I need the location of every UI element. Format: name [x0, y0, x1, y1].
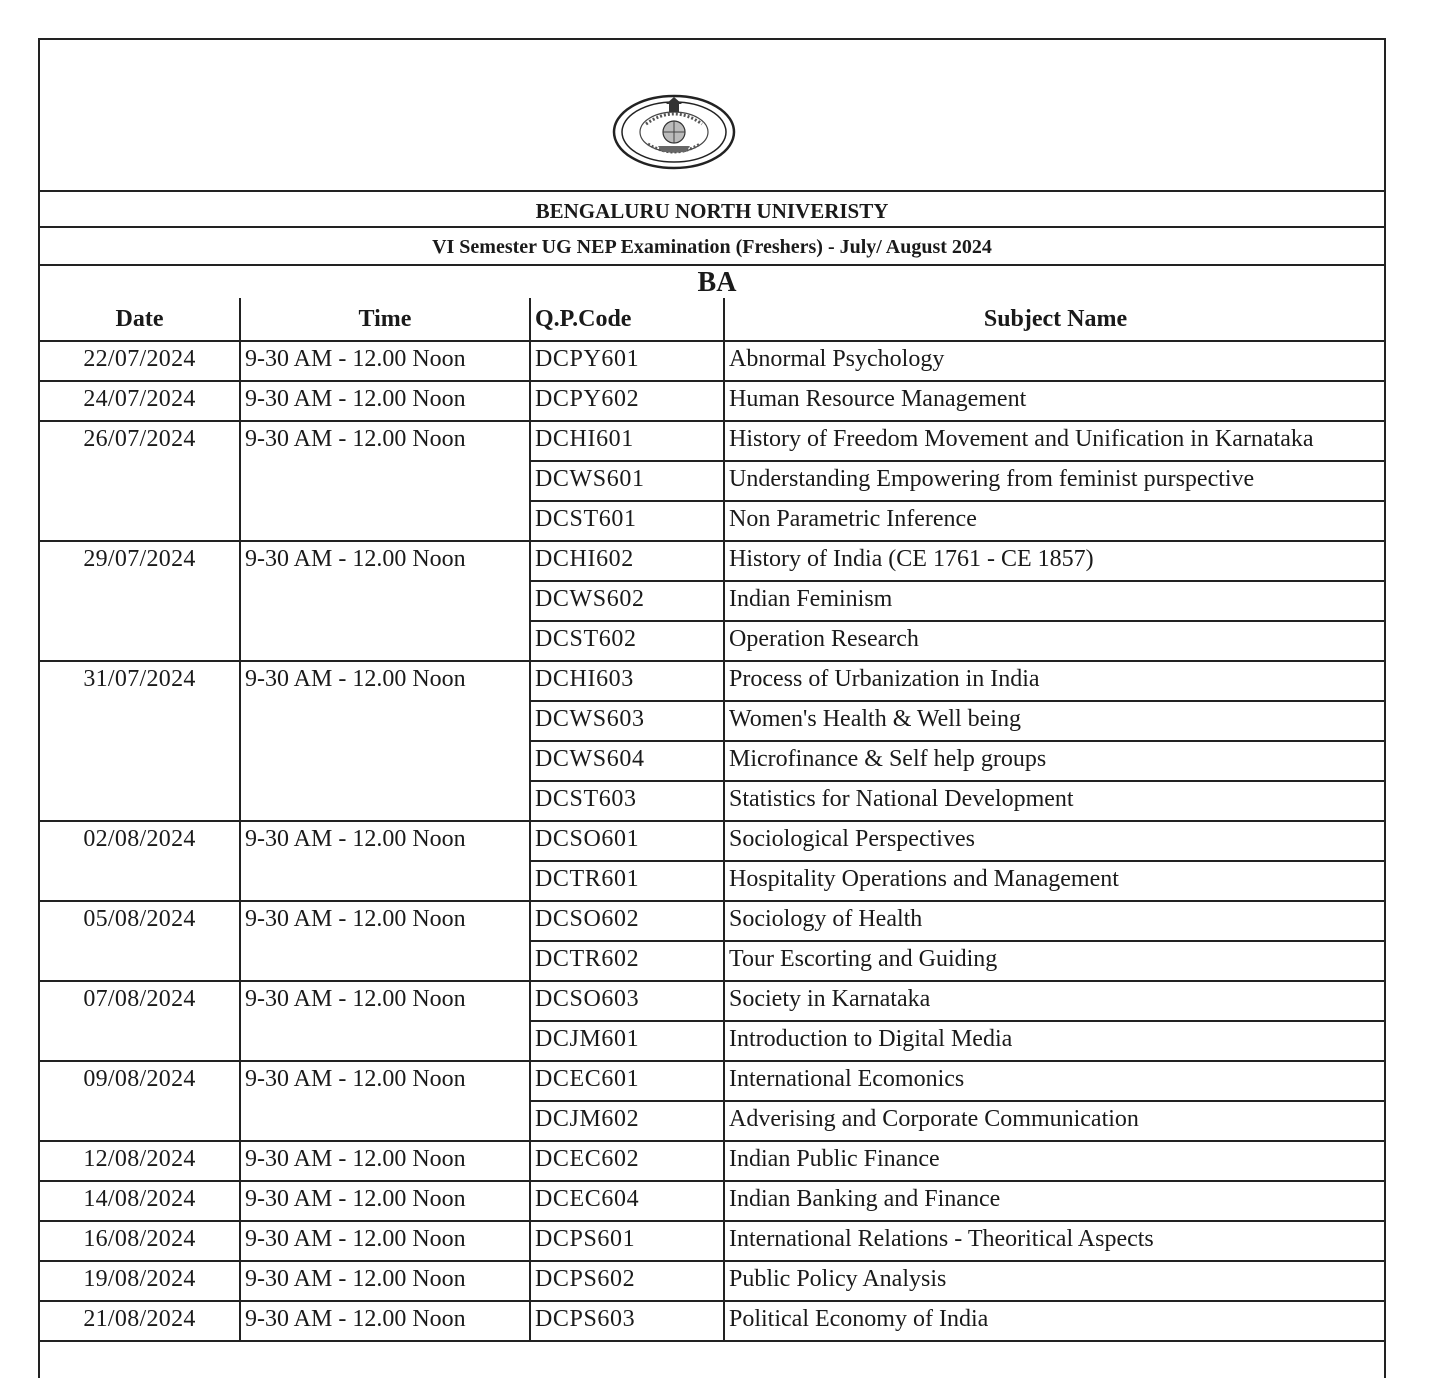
- table-row: [40, 381, 1386, 421]
- table-row: [40, 901, 1386, 941]
- exam-time: 9-30 AM - 12.00 Noon: [240, 1221, 530, 1261]
- exam-time: 9-30 AM - 12.00 Noon: [240, 1181, 530, 1221]
- exam-date: 12/08/2024: [40, 1141, 240, 1181]
- qp-code: DCPS601: [530, 1221, 724, 1261]
- exam-time: 9-30 AM - 12.00 Noon: [240, 1061, 530, 1141]
- exam-date: 26/07/2024: [40, 421, 240, 541]
- qp-code: DCST603: [530, 781, 724, 821]
- exam-time: 9-30 AM - 12.00 Noon: [240, 1301, 530, 1341]
- qp-code: DCEC602: [530, 1141, 724, 1181]
- subject-name: Introduction to Digital Media: [724, 1021, 1386, 1061]
- qp-code: DCWS603: [530, 701, 724, 741]
- exam-rows: [40, 341, 1386, 1341]
- exam-date: 29/07/2024: [40, 541, 240, 661]
- column-header-qp-code: Q.P.Code: [530, 298, 724, 341]
- exam-title: VI Semester UG NEP Examination (Freshers) - July/ August 2024: [40, 228, 1384, 266]
- exam-date: 05/08/2024: [40, 901, 240, 981]
- subject-name: Indian Feminism: [724, 581, 1386, 621]
- qp-code: DCST601: [530, 501, 724, 541]
- table-row: [40, 1301, 1386, 1341]
- column-header-date: Date: [40, 298, 240, 341]
- table-row: [40, 1061, 1386, 1101]
- subject-name: Abnormal Psychology: [724, 341, 1386, 381]
- subject-name: Public Policy Analysis: [724, 1261, 1386, 1301]
- qp-code: DCJM601: [530, 1021, 724, 1061]
- subject-name: International Relations - Theoritical Aspects: [724, 1221, 1386, 1261]
- table-row: [40, 541, 1386, 581]
- qp-code: DCWS602: [530, 581, 724, 621]
- exam-date: 02/08/2024: [40, 821, 240, 901]
- table-row: [40, 661, 1386, 701]
- subject-name: Non Parametric Inference: [724, 501, 1386, 541]
- exam-time: 9-30 AM - 12.00 Noon: [240, 981, 530, 1061]
- qp-code: DCEC601: [530, 1061, 724, 1101]
- subject-name: History of Freedom Movement and Unification in Karnataka: [724, 421, 1386, 461]
- university-seal-icon: [612, 94, 736, 170]
- exam-time: 9-30 AM - 12.00 Noon: [240, 421, 530, 541]
- qp-code: DCSO603: [530, 981, 724, 1021]
- qp-code: DCWS601: [530, 461, 724, 501]
- exam-schedule-table: [40, 298, 1386, 1342]
- subject-name: Operation Research: [724, 621, 1386, 661]
- qp-code: DCPY601: [530, 341, 724, 381]
- qp-code: DCSO602: [530, 901, 724, 941]
- table-row: [40, 1221, 1386, 1261]
- exam-time: 9-30 AM - 12.00 Noon: [240, 661, 530, 821]
- subject-name: Indian Public Finance: [724, 1141, 1386, 1181]
- table-header-row: [40, 298, 1386, 341]
- subject-name: Adverising and Corporate Communication: [724, 1101, 1386, 1141]
- qp-code: DCSO601: [530, 821, 724, 861]
- subject-name: Statistics for National Development: [724, 781, 1386, 821]
- subject-name: Sociological Perspectives: [724, 821, 1386, 861]
- subject-name: Women's Health & Well being: [724, 701, 1386, 741]
- column-header-subject: Subject Name: [724, 298, 1386, 341]
- qp-code: DCPS603: [530, 1301, 724, 1341]
- column-header-time: Time: [240, 298, 530, 341]
- exam-date: 16/08/2024: [40, 1221, 240, 1261]
- table-row: [40, 421, 1386, 461]
- qp-code: DCEC604: [530, 1181, 724, 1221]
- subject-name: Society in Karnataka: [724, 981, 1386, 1021]
- qp-code: DCHI603: [530, 661, 724, 701]
- qp-code: DCJM602: [530, 1101, 724, 1141]
- subject-name: Human Resource Management: [724, 381, 1386, 421]
- table-row: [40, 1261, 1386, 1301]
- subject-name: Political Economy of India: [724, 1301, 1386, 1341]
- subject-name: Understanding Empowering from feminist purspective: [724, 461, 1386, 501]
- subject-name: Microfinance & Self help groups: [724, 741, 1386, 781]
- exam-date: 19/08/2024: [40, 1261, 240, 1301]
- qp-code: DCPY602: [530, 381, 724, 421]
- exam-time: 9-30 AM - 12.00 Noon: [240, 1141, 530, 1181]
- qp-code: DCST602: [530, 621, 724, 661]
- program-name: BA: [697, 267, 737, 298]
- logo-row: [40, 40, 1384, 192]
- exam-date: 31/07/2024: [40, 661, 240, 821]
- subject-name: Hospitality Operations and Management: [724, 861, 1386, 901]
- exam-time: 9-30 AM - 12.00 Noon: [240, 821, 530, 901]
- exam-date: 09/08/2024: [40, 1061, 240, 1141]
- subject-name: Tour Escorting and Guiding: [724, 941, 1386, 981]
- qp-code: DCHI601: [530, 421, 724, 461]
- qp-code: DCTR602: [530, 941, 724, 981]
- university-name: BENGALURU NORTH UNIVERISTY: [40, 192, 1384, 228]
- exam-time: 9-30 AM - 12.00 Noon: [240, 541, 530, 661]
- qp-code: DCWS604: [530, 741, 724, 781]
- subject-name: International Ecomonics: [724, 1061, 1386, 1101]
- table-row: [40, 1141, 1386, 1181]
- table-row: [40, 1181, 1386, 1221]
- exam-date: 22/07/2024: [40, 341, 240, 381]
- exam-date: 24/07/2024: [40, 381, 240, 421]
- timetable-sheet: [38, 38, 1386, 1378]
- exam-time: 9-30 AM - 12.00 Noon: [240, 341, 530, 381]
- exam-date: 21/08/2024: [40, 1301, 240, 1341]
- subject-name: Indian Banking and Finance: [724, 1181, 1386, 1221]
- qp-code: DCTR601: [530, 861, 724, 901]
- exam-time: 9-30 AM - 12.00 Noon: [240, 381, 530, 421]
- table-row: [40, 821, 1386, 861]
- exam-date: 07/08/2024: [40, 981, 240, 1061]
- subject-name: Process of Urbanization in India: [724, 661, 1386, 701]
- subject-name: Sociology of Health: [724, 901, 1386, 941]
- exam-date: 14/08/2024: [40, 1181, 240, 1221]
- exam-time: 9-30 AM - 12.00 Noon: [240, 901, 530, 981]
- qp-code: DCHI602: [530, 541, 724, 581]
- table-row: [40, 981, 1386, 1021]
- table-row: [40, 341, 1386, 381]
- subject-name: History of India (CE 1761 - CE 1857): [724, 541, 1386, 581]
- qp-code: DCPS602: [530, 1261, 724, 1301]
- exam-time: 9-30 AM - 12.00 Noon: [240, 1261, 530, 1301]
